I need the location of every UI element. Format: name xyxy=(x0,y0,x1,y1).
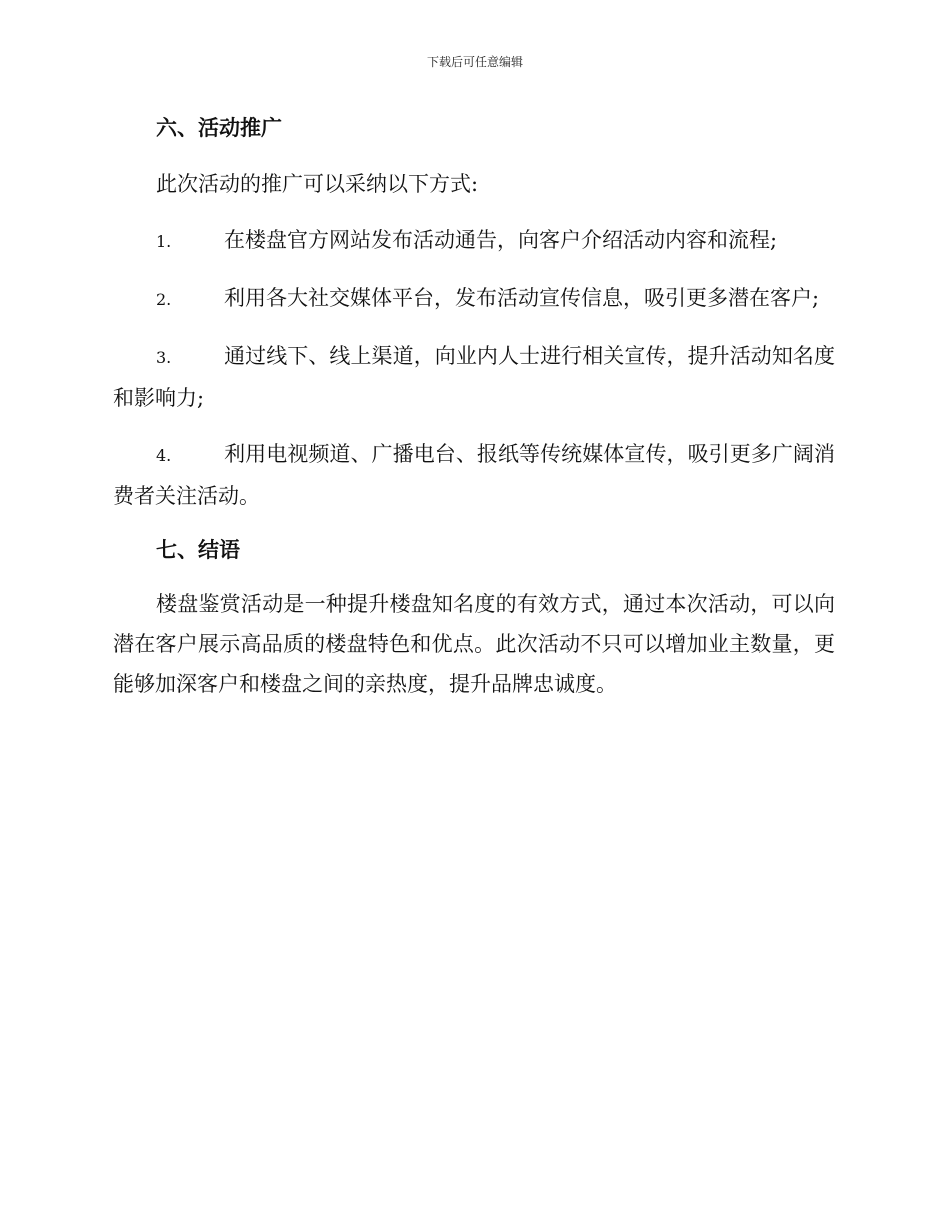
list-item-number: 3. xyxy=(156,348,172,367)
list-item-number: 4. xyxy=(156,446,172,465)
list-item-number: 2. xyxy=(156,290,172,309)
page-header: 下载后可任意编辑 xyxy=(426,55,523,69)
section-heading-promotion: 六、活动推广 xyxy=(156,115,282,140)
conclusion-paragraph: 楼盘鉴赏活动是一种提升楼盘知名度的有效方式，通过本次活动，可以向潜在客户展示高品质的楼盘特色和优点。此次活动不只可以增加业主数量，更能够加深客户和楼盘之间的亲热度，提升品牌忠诚度。 xyxy=(113,592,835,696)
list-item-text: 在楼盘官方网站发布活动通告，向客户介绍活动内容和流程; xyxy=(224,228,778,252)
list-item xyxy=(113,434,835,516)
list-item xyxy=(113,336,835,418)
section-heading-conclusion: 七、结语 xyxy=(156,537,240,562)
list-item-text: 利用电视频道、广播电台、报纸等传统媒体宣传，吸引更多广阔消费者关注活动。 xyxy=(113,442,835,508)
document-body xyxy=(113,108,835,704)
list-item xyxy=(113,220,835,262)
list-item-text: 利用各大社交媒体平台，发布活动宣传信息，吸引更多潜在客户; xyxy=(224,286,820,310)
promotion-intro: 此次活动的推广可以采纳以下方式: xyxy=(156,172,479,196)
promotion-list xyxy=(113,220,835,516)
list-item xyxy=(113,278,835,320)
list-item-number: 1. xyxy=(156,232,172,251)
list-item-text: 通过线下、线上渠道，向业内人士进行相关宣传，提升活动知名度和影响力; xyxy=(113,344,835,410)
